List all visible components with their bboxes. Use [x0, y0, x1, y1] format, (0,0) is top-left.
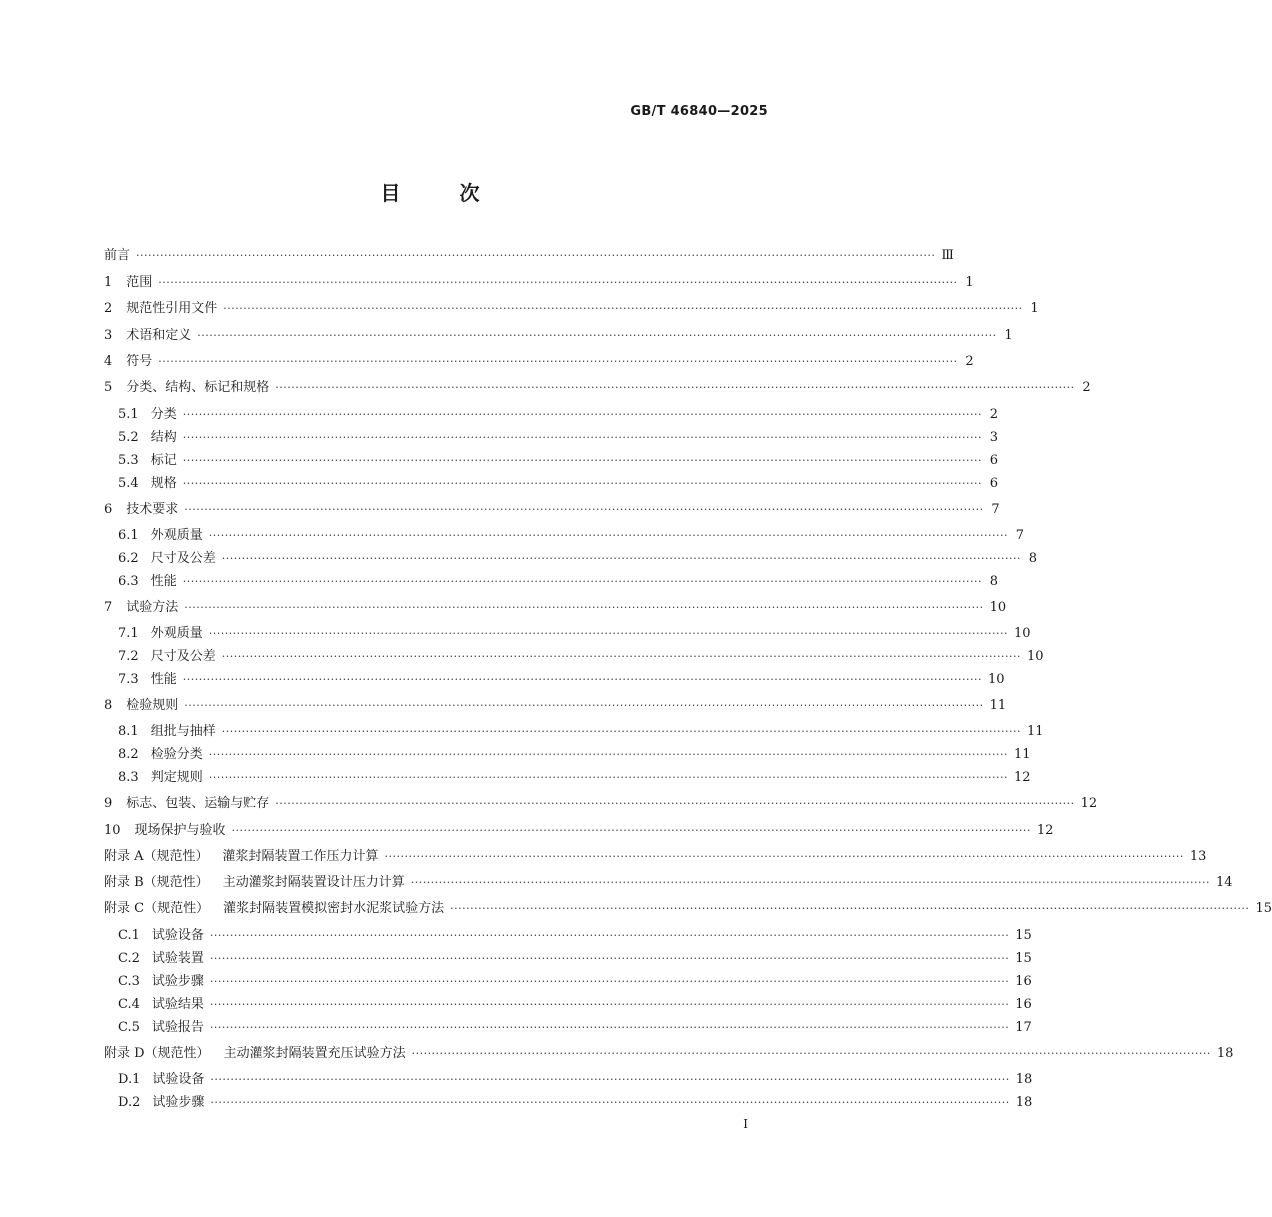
toc-entry[interactable]: [118, 428, 999, 448]
toc-entry[interactable]: [118, 972, 1032, 992]
toc-entry-page: 18: [1216, 1046, 1234, 1061]
toc-entry-page: 18: [1015, 1072, 1033, 1087]
toc-entry-label: 规格: [150, 476, 177, 491]
toc-entry-page: 8: [989, 574, 999, 589]
toc-entry-page: 6: [989, 476, 999, 491]
toc-leader-dots: ········································································································································································································: [411, 1047, 1211, 1060]
toc-entry-page: 3: [989, 430, 999, 445]
toc-entry-label: 结构: [150, 430, 177, 445]
toc-entry-label: 检验规则: [126, 698, 179, 713]
toc-entry-number: 附录 A（规范性）: [104, 849, 209, 864]
toc-entry-number: 7.2: [118, 649, 139, 664]
toc-entry-label: 主动灌浆封隔装置设计压力计算: [222, 875, 405, 890]
toc-entry[interactable]: [118, 949, 1032, 969]
toc-entry-page: 6: [989, 453, 999, 468]
toc-entry-number: 1: [104, 275, 113, 290]
toc-entry-number: 8.3: [118, 770, 139, 785]
toc-entry-number: 8.1: [118, 724, 139, 739]
toc-leader-dots: ········································································································································································································: [231, 824, 1031, 837]
toc-entry-page: 18: [1015, 1095, 1033, 1110]
toc-entry[interactable]: [104, 696, 1007, 716]
toc-entry-page: 7: [991, 502, 1000, 517]
toc-leader-dots: ········································································································································································································: [223, 302, 1023, 315]
toc-entry-number: 6.2: [118, 551, 139, 566]
toc-entry[interactable]: [118, 624, 1031, 644]
toc-entry-label: 现场保护与验收: [134, 823, 226, 838]
toc-entry[interactable]: [118, 474, 999, 494]
toc-entry[interactable]: [104, 794, 1098, 814]
toc-entry-page: Ⅲ: [941, 248, 954, 263]
toc-entry-label: 灌浆封隔装置模拟密封水泥浆试验方法: [223, 901, 445, 916]
toc-entry-label: 规范性引用文件: [126, 301, 218, 316]
toc-entry[interactable]: [104, 500, 1000, 520]
toc-leader-dots: ········································································································································································································: [275, 381, 1075, 394]
toc-entry-number: 5.3: [118, 453, 139, 468]
toc-entry-page: 12: [1014, 770, 1031, 785]
toc-leader-dots: ········································································································································································································: [136, 249, 936, 262]
toc-entry-number: 8: [104, 698, 113, 713]
toc-entry-label: 试验装置: [151, 951, 204, 966]
toc-entry-number: 2: [104, 301, 113, 316]
toc-entry[interactable]: [118, 647, 1044, 667]
toc-leader-dots: ········································································································································································································: [210, 1073, 1010, 1086]
toc-title: [0, 177, 860, 206]
toc-entry-number: 7.3: [118, 672, 139, 687]
toc-entry[interactable]: [118, 1018, 1032, 1038]
toc-entry[interactable]: [104, 326, 1013, 346]
toc-leader-dots: ········································································································································································································: [197, 329, 997, 342]
toc-entry-label: 尺寸及公差: [150, 649, 216, 664]
toc-entry-label: 试验步骤: [152, 1095, 205, 1110]
toc-entry-label: 组批与抽样: [150, 724, 216, 739]
toc-entry-label: 试验设备: [151, 928, 204, 943]
toc-entry[interactable]: [118, 926, 1032, 946]
toc-entry-label: 分类: [150, 407, 177, 422]
toc-leader-dots: ········································································································································································································: [184, 503, 984, 516]
toc-leader-dots: ········································································································································································································: [182, 575, 983, 588]
toc-entry-page: 1: [1004, 328, 1013, 343]
toc-entry[interactable]: [118, 745, 1031, 765]
toc-entry-number: 9: [104, 796, 113, 811]
toc-leader-dots: ········································································································································································································: [208, 748, 1009, 761]
toc-entry[interactable]: [104, 873, 1233, 893]
toc-leader-dots: ········································································································································································································: [209, 998, 1010, 1011]
toc-entry-label: 试验报告: [151, 1020, 204, 1035]
toc-entry-page: 10: [989, 600, 1007, 615]
toc-entry-label: 技术要求: [126, 502, 179, 517]
toc-entry-page: 10: [1027, 649, 1044, 664]
toc-leader-dots: ········································································································································································································: [182, 408, 983, 421]
toc-leader-dots: ········································································································································································································: [221, 725, 1022, 738]
toc-entry-number: 7.1: [118, 626, 139, 641]
toc-entry[interactable]: [118, 722, 1044, 742]
toc-entry-page: 15: [1255, 901, 1272, 916]
toc-entry-label: 标记: [150, 453, 177, 468]
toc-entry[interactable]: [104, 246, 954, 266]
toc-entry-label: 性能: [150, 574, 177, 589]
toc-entry-number: 6.1: [118, 528, 139, 543]
toc-entry-label: 检验分类: [150, 747, 203, 762]
toc-entry-label: 分类、结构、标记和规格: [126, 380, 270, 395]
toc-entry-number: 6: [104, 502, 113, 517]
toc-entry[interactable]: [118, 995, 1032, 1015]
toc-leader-dots: ········································································································································································································: [182, 454, 983, 467]
toc-entry-label: 符号: [126, 354, 153, 369]
toc-entry-number: 7: [104, 600, 113, 615]
toc-leader-dots: ········································································································································································································: [209, 1021, 1010, 1034]
toc-entry[interactable]: [104, 899, 1272, 919]
toc-entry[interactable]: [104, 273, 974, 293]
toc-leader-dots: ········································································································································································································: [210, 1096, 1010, 1109]
toc-entry-label: 性能: [150, 672, 177, 687]
toc-entry-number: 3: [104, 328, 113, 343]
toc-entry-page: 15: [1015, 928, 1032, 943]
toc-entry[interactable]: [104, 598, 1007, 618]
toc-entry-page: 10: [988, 672, 1005, 687]
toc-entry-page: 16: [1015, 997, 1032, 1012]
toc-entry[interactable]: [118, 1070, 1033, 1090]
toc-entry-page: 12: [1036, 823, 1054, 838]
toc-entry[interactable]: [118, 451, 999, 471]
toc-entry[interactable]: [118, 572, 999, 592]
toc-entry-number: 附录 D（规范性）: [104, 1046, 210, 1061]
toc-entry[interactable]: [118, 405, 999, 425]
toc-entry[interactable]: [104, 847, 1207, 867]
toc-entry[interactable]: [104, 299, 1039, 319]
toc-leader-dots: ········································································································································································································: [209, 975, 1010, 988]
page-number: Ⅰ: [743, 1117, 748, 1131]
toc-entry-label: 标志、包装、运输与贮存: [126, 796, 270, 811]
toc-entry-number: C.3: [118, 974, 140, 989]
toc-entry[interactable]: [104, 1044, 1234, 1064]
toc-entry-label: 试验结果: [151, 997, 204, 1012]
toc-entry[interactable]: [118, 526, 1025, 546]
toc-leader-dots: ········································································································································································································: [208, 529, 1009, 542]
toc-entry-number: C.4: [118, 997, 140, 1012]
toc-entry-number: 5: [104, 380, 113, 395]
toc-entry-number: 附录 C（规范性）: [104, 901, 210, 916]
toc-leader-dots: ········································································································································································································: [208, 771, 1009, 784]
standard-code: GB/T 46840—2025: [630, 104, 768, 119]
toc-entry[interactable]: [118, 768, 1031, 788]
toc-entry-page: 11: [989, 698, 1007, 713]
toc-entry-label: 范围: [126, 275, 153, 290]
toc-entry-label: 主动灌浆封隔装置充压试验方法: [223, 1046, 406, 1061]
toc-entry-label: 试验设备: [152, 1072, 205, 1087]
toc-entry-page: 15: [1015, 951, 1032, 966]
toc-entry-page: 11: [1027, 724, 1044, 739]
toc-entry[interactable]: [118, 670, 1005, 690]
toc-entry-label: 判定规则: [150, 770, 203, 785]
toc-entry[interactable]: [104, 378, 1091, 398]
toc-entry-number: 4: [104, 354, 113, 369]
toc-entry-page: 1: [965, 275, 974, 290]
toc-leader-dots: ········································································································································································································: [275, 797, 1075, 810]
toc-entry-label: 试验方法: [126, 600, 179, 615]
toc-entry[interactable]: [118, 549, 1038, 569]
toc-entry-number: 6.3: [118, 574, 139, 589]
toc-leader-dots: ········································································································································································································: [184, 601, 984, 614]
toc-entry[interactable]: [118, 1093, 1033, 1113]
toc-entry-page: 16: [1015, 974, 1032, 989]
toc-entry-page: 10: [1014, 626, 1031, 641]
toc-entry-label: 术语和定义: [126, 328, 192, 343]
toc-leader-dots: ········································································································································································································: [209, 952, 1010, 965]
toc-leader-dots: ········································································································································································································: [158, 276, 958, 289]
toc-entry-page: 1: [1030, 301, 1039, 316]
toc-entry-page: 2: [989, 407, 999, 422]
toc-entry-page: 14: [1216, 875, 1233, 890]
toc-leader-dots: ········································································································································································································: [158, 355, 958, 368]
toc-entry-page: 7: [1015, 528, 1025, 543]
toc-entry-number: 附录 B（规范性）: [104, 875, 209, 890]
toc-entry-page: 2: [965, 354, 974, 369]
toc-leader-dots: ········································································································································································································: [209, 929, 1010, 942]
toc-entry[interactable]: [104, 352, 974, 372]
toc-entry-label: 外观质量: [150, 626, 203, 641]
toc-leader-dots: ········································································································································································································: [384, 850, 1184, 863]
toc-entry-page: 8: [1028, 551, 1038, 566]
toc-entry-number: C.1: [118, 928, 140, 943]
toc-entry-label: 尺寸及公差: [150, 551, 216, 566]
toc-entry-number: C.5: [118, 1020, 140, 1035]
toc-entry-number: 5.4: [118, 476, 139, 491]
toc-leader-dots: ········································································································································································································: [450, 902, 1250, 915]
toc-leader-dots: ········································································································································································································: [221, 552, 1022, 565]
toc-entry-label: 外观质量: [150, 528, 203, 543]
toc-entry-label: 灌浆封隔装置工作压力计算: [222, 849, 379, 864]
toc-entry-page: 12: [1080, 796, 1098, 811]
toc-entry-page: 13: [1189, 849, 1207, 864]
toc-leader-dots: ········································································································································································································: [410, 876, 1211, 889]
toc-leader-dots: ········································································································································································································: [184, 699, 984, 712]
toc-entry-label: 试验步骤: [151, 974, 204, 989]
toc-entry-number: C.2: [118, 951, 140, 966]
toc-entry-number: D.1: [118, 1072, 141, 1087]
toc-entry-number: 8.2: [118, 747, 139, 762]
toc-leader-dots: ········································································································································································································: [208, 627, 1009, 640]
toc-entry-label: 前言: [104, 248, 131, 263]
toc-title-char: 目: [380, 181, 401, 205]
toc-leader-dots: ········································································································································································································: [221, 650, 1022, 663]
toc-entry-page: 2: [1082, 380, 1091, 395]
toc-entry-number: 10: [104, 823, 121, 838]
toc-leader-dots: ········································································································································································································: [182, 673, 983, 686]
toc-entry-number: 5.1: [118, 407, 139, 422]
toc-entry-page: 17: [1015, 1020, 1032, 1035]
toc-leader-dots: ········································································································································································································: [182, 477, 983, 490]
toc-leader-dots: ········································································································································································································: [182, 431, 983, 444]
toc-title-char: 次: [459, 181, 480, 205]
toc-entry[interactable]: [104, 821, 1054, 841]
toc-entry-number: D.2: [118, 1095, 141, 1110]
toc-entry-number: 5.2: [118, 430, 139, 445]
toc-entry-page: 11: [1014, 747, 1031, 762]
